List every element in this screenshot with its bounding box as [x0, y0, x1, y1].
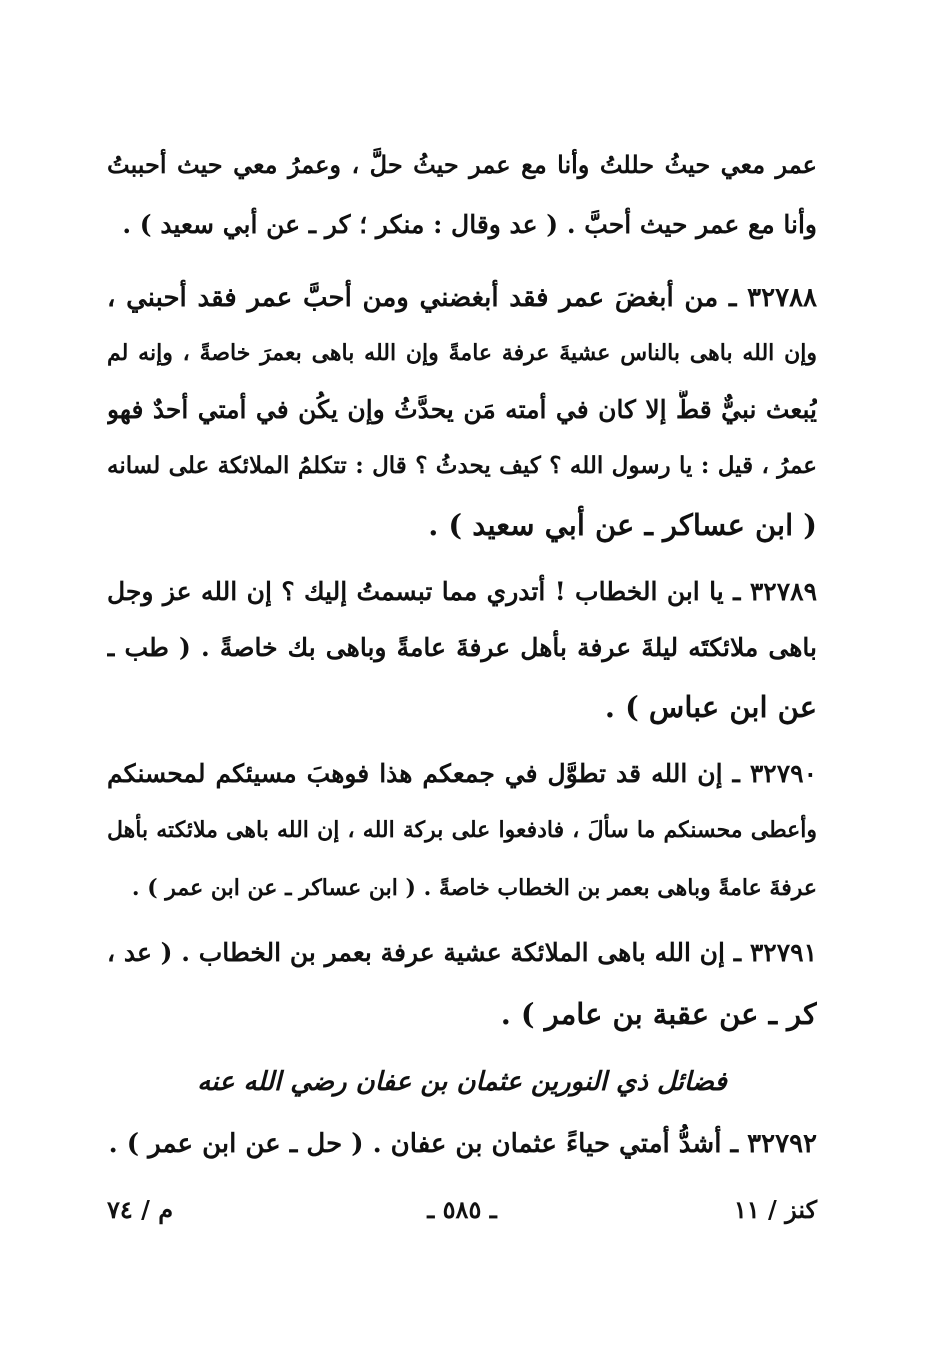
- hadith-32790-line-1: ٣٢٧٩٠ ـ إن الله قد تطوَّل في جمعكم هذا فوهبَ مسيئكم لمحسنكم: [107, 759, 817, 788]
- text-line-1: عمر معي حيثُ حللتُ وأنا مع عمر حيثُ حلَّ ، وعمرُ معي حيث أحببتُ: [107, 150, 817, 179]
- text-line-2: وأنا مع عمر حيث أحبَّ . ( عد وقال : منكر ؛ كر ـ عن أبي سعيد ) .: [122, 210, 817, 239]
- page-footer: [107, 1190, 817, 1230]
- hadith-32788-line-5: ( ابن عساكر ـ عن أبي سعيد ) .: [428, 508, 817, 542]
- hadith-32788-line-1: ٣٢٧٨٨ ـ من أبغضَ عمر فقد أبغضني ومن أحبَّ عمر فقد أحبني ،: [107, 283, 817, 313]
- hadith-32789-line-1: ٣٢٧٨٩ ـ يا ابن الخطاب ! أتدري مما تبسمتُ إليك ؟ إن الله عز وجل: [107, 577, 817, 606]
- hadith-32791-line-2: كر ـ عن عقبة بن عامر ) .: [500, 997, 817, 1031]
- section-heading: فضائل ذي النورين عثمان بن عفان رضي الله عنه: [197, 1067, 727, 1097]
- hadith-32790-line-2: وأعطى محسنكم ما سألَ ، فادفعوا على بركة الله ، إن الله باهى ملائكته بأهل: [107, 817, 817, 843]
- hadith-32789-line-3: عن ابن عباس ) .: [604, 690, 817, 724]
- hadith-32792-line: ٣٢٧٩٢ ـ أشدُّ أمتي حياءً عثمان بن عفان . ( حل ـ عن ابن عمر ) .: [108, 1129, 817, 1159]
- footer-volume-label: كنز / ١١: [733, 1195, 817, 1224]
- hadith-32789-line-2: باهى ملائكتَه ليلةَ عرفة بأهل عرفةَ عامةً وباهى بك خاصةً . ( طب ـ: [107, 633, 817, 662]
- hadith-32788-line-3: يُبعث نبيٌّ قطُّ إلا كان في أمته مَن يحدَّثُ وإن يكُن في أمتي أحدٌ فهو: [107, 395, 817, 424]
- hadith-32790-line-3: عرفةَ عامةً وباهى بعمر بن الخطاب خاصةً . ( ابن عساكر ـ عن ابن عمر ) .: [131, 875, 817, 901]
- hadith-32788-line-4: عمرُ ، قيل : يا رسول الله ؟ كيف يحدثُ ؟ قال : تتكلمُ الملائكة على لسانه: [107, 452, 817, 479]
- page-number: ـ ٥٨٥ ـ: [427, 1195, 497, 1224]
- hadith-32791-line-1: ٣٢٧٩١ ـ إن الله باهى الملائكة عشية عرفة بعمر بن الخطاب . ( عد ،: [107, 938, 817, 967]
- footer-signature-mark: م / ٧٤: [107, 1195, 174, 1224]
- hadith-32788-line-2: وإن الله باهى بالناس عشيةَ عرفة عامةً وإن الله باهى بعمرَ خاصةً ، وإنه لم: [107, 340, 817, 366]
